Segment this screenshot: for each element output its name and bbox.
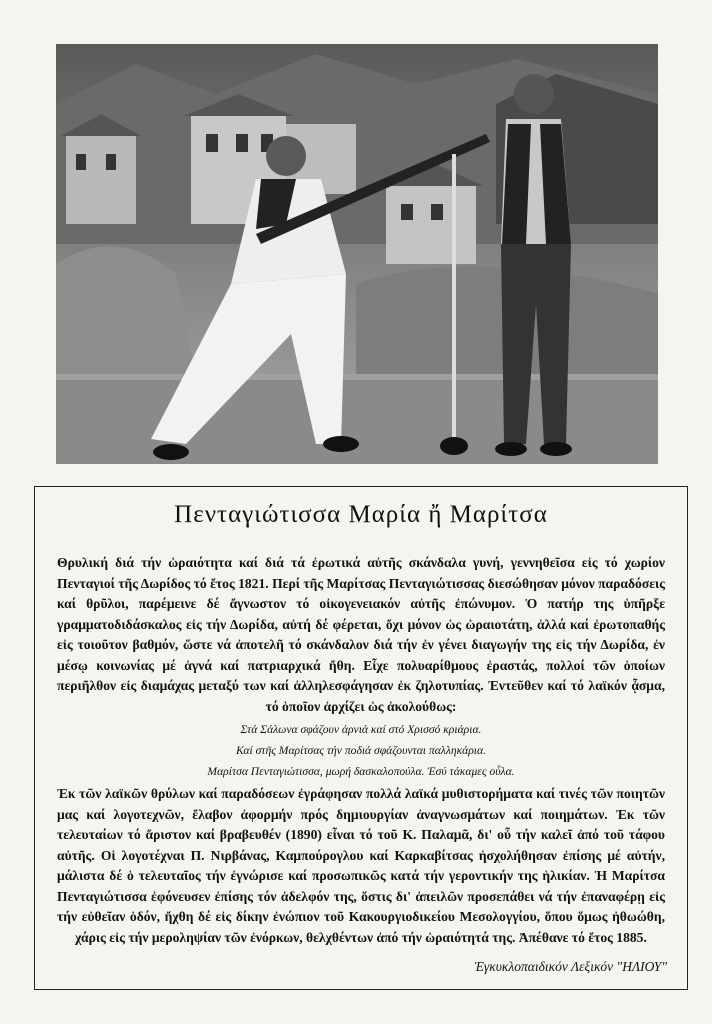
article-title: Πενταγιώτισσα Μαρία ἤ Μαρίτσα [174, 501, 548, 528]
verse-line: Μαρίτσα Πενταγιώτισσα, μωρή δασκαλοπούλα. Ἐσύ τάκαμες οὖλα. [207, 765, 515, 778]
stage-scene-photo-icon [56, 44, 658, 464]
verse-line: Στά Σάλωνα σφάζουν ἀρνιά καί στό Χρισσό κριάρια. [240, 723, 482, 736]
folk-song-verse [57, 719, 665, 782]
stage-photo [56, 44, 658, 464]
article-paragraph-1: Θρυλική διά τήν ὡραιότητα καί διά τά ἐρωτικά αὐτῆς σκάνδαλα γυνή, γεννηθεῖσα εἰς τό χωρίον Πενταγιοί τῆς Δωρίδος τό ἔτος 1821. Περί τῆς Μαρίτσας Πενταγιώτισσας διεσώθησαν μόνον παραδόσεις καί θρῦλοι, παρέμεινε δέ ἄγνωστον τό οἰκογενειακόν αὐτῆς ἐπώνυμον. Ὁ πατήρ της ὑπῆρξε γραμματοδιδάσκαλος εἰς τήν Δωρίδα, αὐτή δέ φέρεται, ὄχι μόνον ὡς ὡραιοτάτη, ἀλλά καί ἐρωτοπαθής εἰς τοιοῦτον βαθμόν, ὥστε νά ἀποτελῆ τό σκάνδαλον διά τήν ἐν γένει διαγωγήν της εἰς τήν Δωρίδα, ἐν μέσῳ κοινωνίας μέ ἁγνά καί πατριαρχικά ἤθη. Εἶχε πολυαρίθμους ἐραστάς, πολλοί τῶν ὁποίων περιῆλθον εἰς διαμάχας μεταξύ των καί ἀλληλεσφάγησαν ἐκ ζηλοτυπίας. Ἐντεῦθεν καί τό λαϊκόν ᾆσμα, τό ὁποῖον ἀρχίζει ὡς ἀκολούθως: [57, 555, 665, 714]
article-paragraph-2: Ἐκ τῶν λαϊκῶν θρύλων καί παραδόσεων ἐγράφησαν πολλά λαϊκά μυθιστορήματα καί τινές τῶν ποιητῶν μας καί λογοτεχνῶν, ἔλαβον ἀφορμήν πρός δημιουργίαν ἀναγνωσμάτων καί ποιημάτων. Ἐκ τῶν τελευταίων τό ἄριστον καί βραβευθέν (1890) εἶναι τό τοῦ Κ. Παλαμᾶ, δι' οὗ τήν καλεῖ ἀπό τοῦ τάφου αὐτῆς. Οἱ λογοτέχναι Π. Νιρβάνας, Καμπούρογλου καί Καρκαβίτσας ἠσχολήθησαν ἐπίσης μέ αὐτήν, μάλιστα δέ ὁ τελευταῖος τήν ἐγνώρισε καί προσωπικῶς κατά τήν γεροντικήν της ἡλικίαν. Ἡ Μαρίτσα Πενταγιώτισσα ἐφόνευσεν ἐπίσης τόν ἀδελφόν της, ὅστις δι' ἀπειλῶν προσεπάθει νά τήν ἐπαναφέρῃ εἰς τήν εὐθεῖαν ὁδόν, ἤχθη δέ εἰς δίκην ἐνώπιον τοῦ Κακουργιοδικείου Μεσολογγίου, ὅπου ὅμως ἠθωώθη, χάρις εἰς τήν μεροληψίαν τῶν ἐνόρκων, θελχθέντων ἀπό τήν ὡραιότητά της. Ἀπέθανε τό ἔτος 1885. [57, 786, 665, 945]
verse-line: Καί στῆς Μαρίτσας τήν ποδιά σφάζουνται παλληκάρια. [235, 744, 487, 757]
source-citation: Ἐγκυκλοπαιδικόν Λεξικόν "ΗΛΙΟΥ" [474, 959, 667, 974]
article-box [34, 486, 688, 990]
